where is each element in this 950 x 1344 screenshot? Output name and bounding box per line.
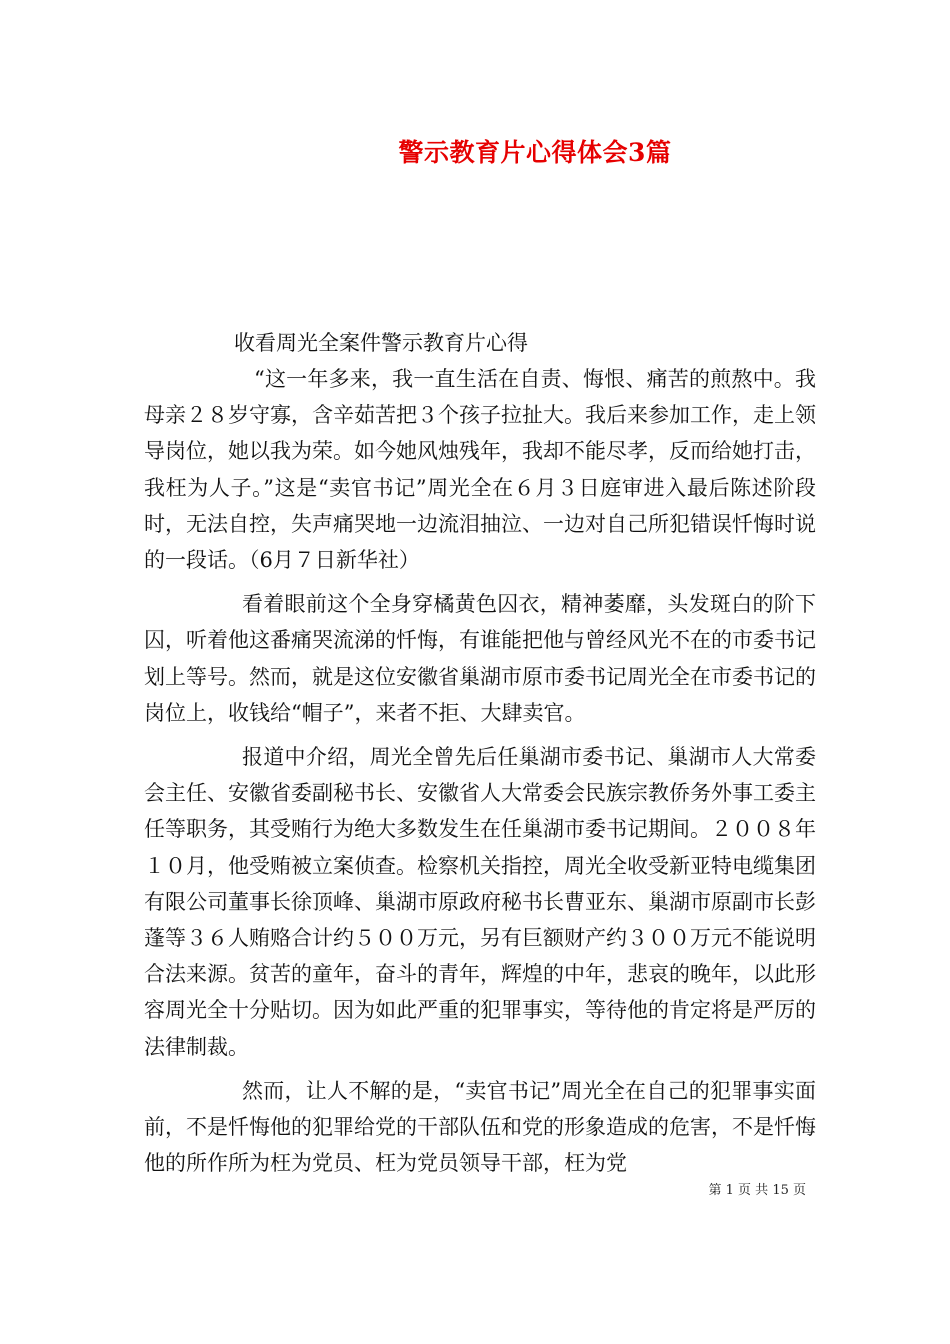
article-subtitle: 收看周光全案件警示教育片心得 <box>234 331 528 355</box>
document-body <box>144 325 816 1181</box>
paragraph-3: 报道中介绍，周光全曾先后任巢湖市委书记、巢湖市人大常委会主任、安徽省委副秘书长、安徽省人大常委会民族宗教侨务外事工委主任等职务，其受贿行为绝大多数发生在任巢湖市委书记期间。２００８年１０月，他受贿被立案侦查。检察机关指控，周光全收受新亚特电缆集团有限公司董事长徐顶峰、巢湖市原政府秘书长曹亚东、巢湖市原副市长彭蓬等３６人贿赂合计约５００万元，另有巨额财产约３００万元不能说明合法来源。贫苦的童年，奋斗的青年，辉煌的中年，悲哀的晚年，以此形容周光全十分贴切。因为如此严重的犯罪事实，等待他的肯定将是严厉的法律制裁。 <box>144 745 816 1059</box>
page-number-footer: 第 1 页 共 15 页 <box>708 1183 806 1198</box>
paragraph-4: 然而，让人不解的是，“卖官书记”周光全在自己的犯罪事实面前，不是忏悔他的犯罪给党的干部队伍和党的形象造成的危害，不是忏悔他的所作所为枉为党员、枉为党员领导干部，枉为党 <box>144 1078 816 1176</box>
document-title: 警示教育片心得体会3篇 <box>398 138 672 167</box>
paragraph-2: 看着眼前这个全身穿橘黄色囚衣，精神萎靡，头发斑白的阶下囚，听着他这番痛哭流涕的忏悔，有谁能把他与曾经风光不在的市委书记划上等号。然而，就是这位安徽省巢湖市原市委书记周光全在市委书记的岗位上，收钱给“帽子”，来者不拒、大肆卖官。 <box>144 592 816 725</box>
paragraph-1: “这一年多来，我一直生活在自责、悔恨、痛苦的煎熬中。我母亲２８岁守寡，含辛茹苦把３个孩子拉扯大。我后来参加工作，走上领导岗位，她以我为荣。如今她风烛残年，我却不能尽孝，反而给她打击，我枉为人子。”这是“卖官书记”周光全在６月３日庭审进入最后陈述阶段时，无法自控，失声痛哭地一边流泪抽泣、一边对自己所犯错误忏悔时说的一段话。（6月７日新华社） <box>144 367 816 573</box>
